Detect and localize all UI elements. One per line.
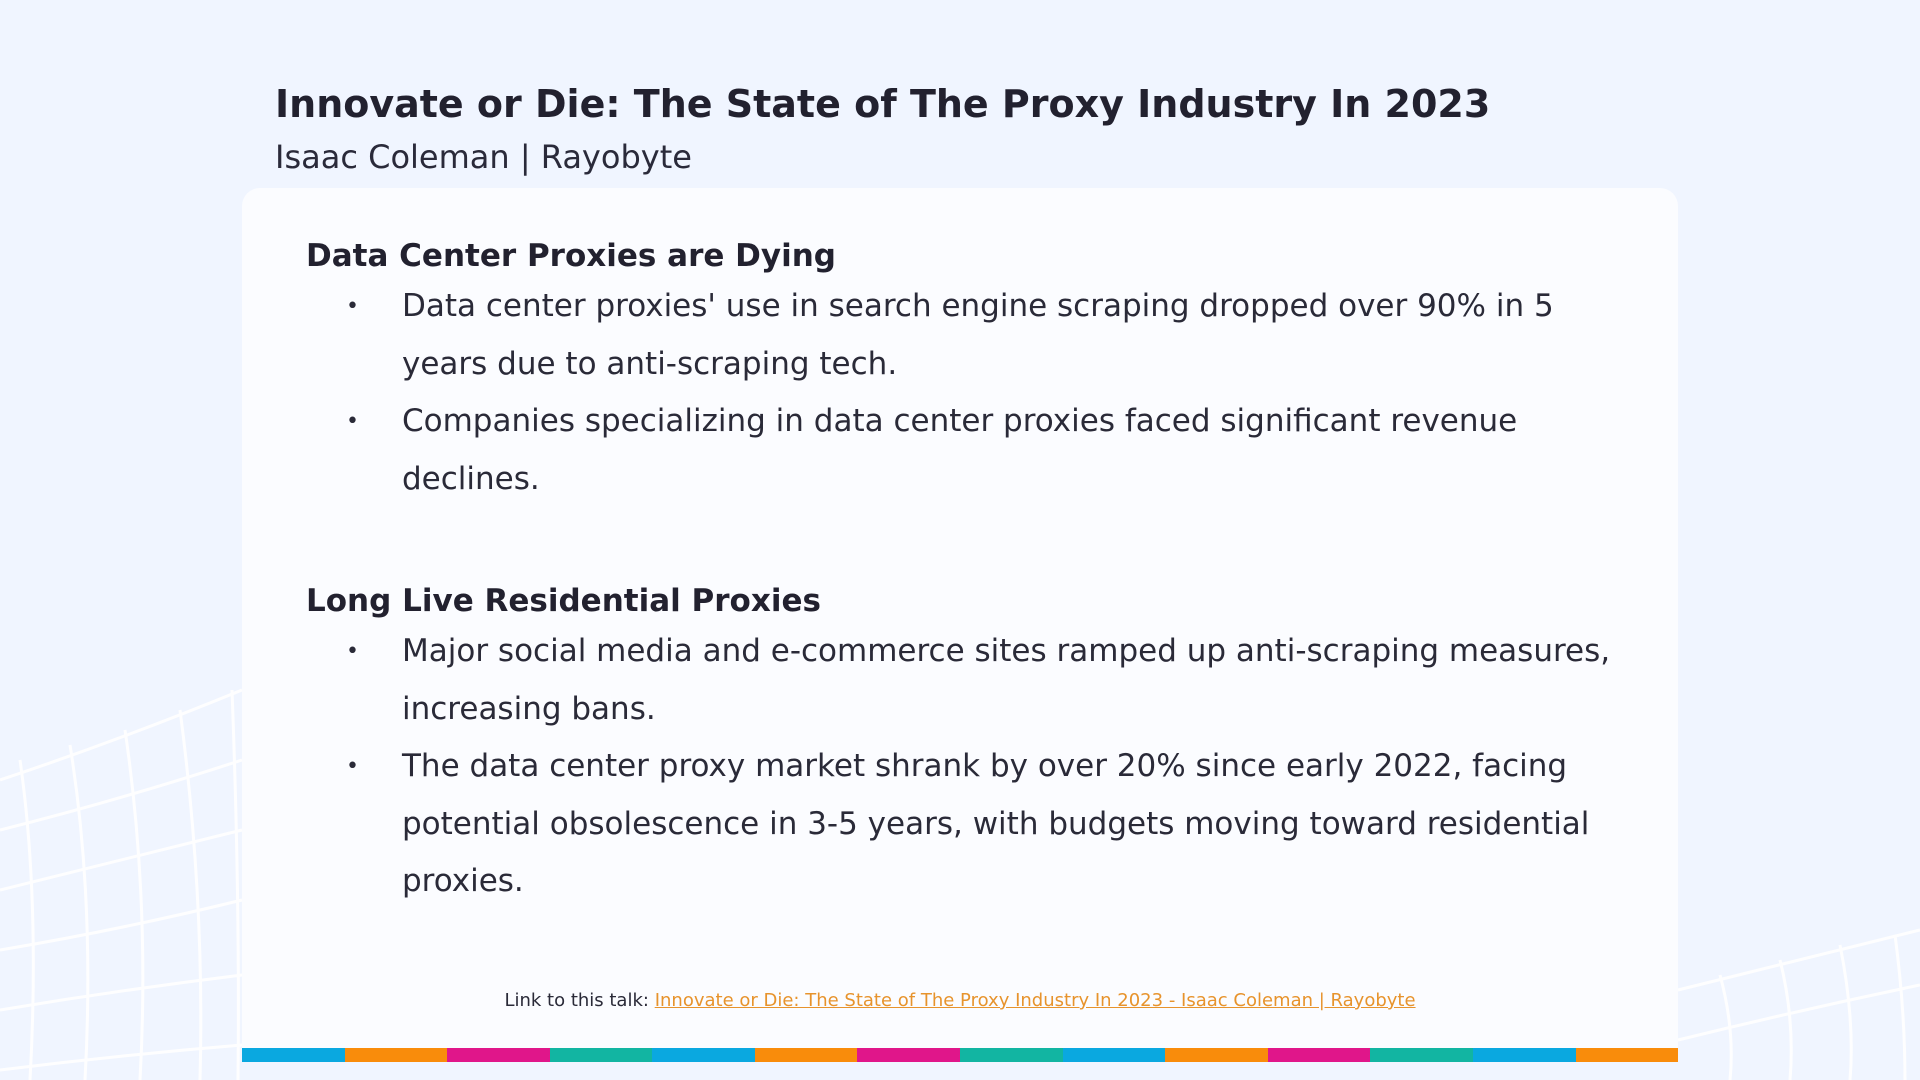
stripe-segment (1473, 1048, 1576, 1062)
bullet-dot-icon: • (346, 754, 359, 779)
bullet-list (306, 623, 1626, 911)
talk-link-prefix: Link to this talk: (504, 990, 655, 1011)
stripe-segment (1370, 1048, 1473, 1062)
color-stripe (242, 1048, 1678, 1062)
talk-link-footer (242, 990, 1678, 1011)
stripe-segment (960, 1048, 1063, 1062)
bullet-text: Data center proxies' use in search engine scraping dropped over 90% in 5 years due to anti-scraping tech. (402, 288, 1554, 382)
stripe-segment (1268, 1048, 1371, 1062)
bullet-dot-icon: • (346, 294, 359, 319)
slide-header (275, 78, 1490, 184)
stripe-segment (1165, 1048, 1268, 1062)
bullet-text: Major social media and e-commerce sites ramped up anti-scraping measures, increasing bans. (402, 633, 1611, 727)
stripe-segment (550, 1048, 653, 1062)
bullet-dot-icon: • (346, 639, 359, 664)
bullet-item (306, 738, 1626, 911)
bullet-text: Companies specializing in data center proxies faced significant revenue declines. (402, 403, 1518, 497)
stripe-segment (1576, 1048, 1678, 1062)
content-card (242, 188, 1678, 1062)
bullet-item (306, 393, 1626, 508)
bullet-list (306, 278, 1626, 508)
talk-link[interactable]: Innovate or Die: The State of The Proxy Industry In 2023 - Isaac Coleman | Rayobyte (654, 990, 1416, 1011)
speaker-subtitle: Isaac Coleman | Rayobyte (275, 138, 692, 176)
stripe-segment (242, 1048, 345, 1062)
section-heading: Data Center Proxies are Dying (306, 238, 836, 274)
stripe-segment (345, 1048, 448, 1062)
section-data-center (306, 234, 1626, 508)
section-heading: Long Live Residential Proxies (306, 583, 821, 619)
stripe-segment (755, 1048, 858, 1062)
page-title: Innovate or Die: The State of The Proxy Industry In 2023 (275, 82, 1491, 126)
section-residential (306, 579, 1626, 911)
bullet-text: The data center proxy market shrank by over 20% since early 2022, facing potential obsolescence in 3-5 years, with budgets moving toward residential proxies. (402, 748, 1590, 899)
stripe-segment (652, 1048, 755, 1062)
stripe-segment (447, 1048, 550, 1062)
bullet-dot-icon: • (346, 409, 359, 434)
bullet-item (306, 278, 1626, 393)
bullet-item (306, 623, 1626, 738)
stripe-segment (1063, 1048, 1166, 1062)
stripe-segment (857, 1048, 960, 1062)
